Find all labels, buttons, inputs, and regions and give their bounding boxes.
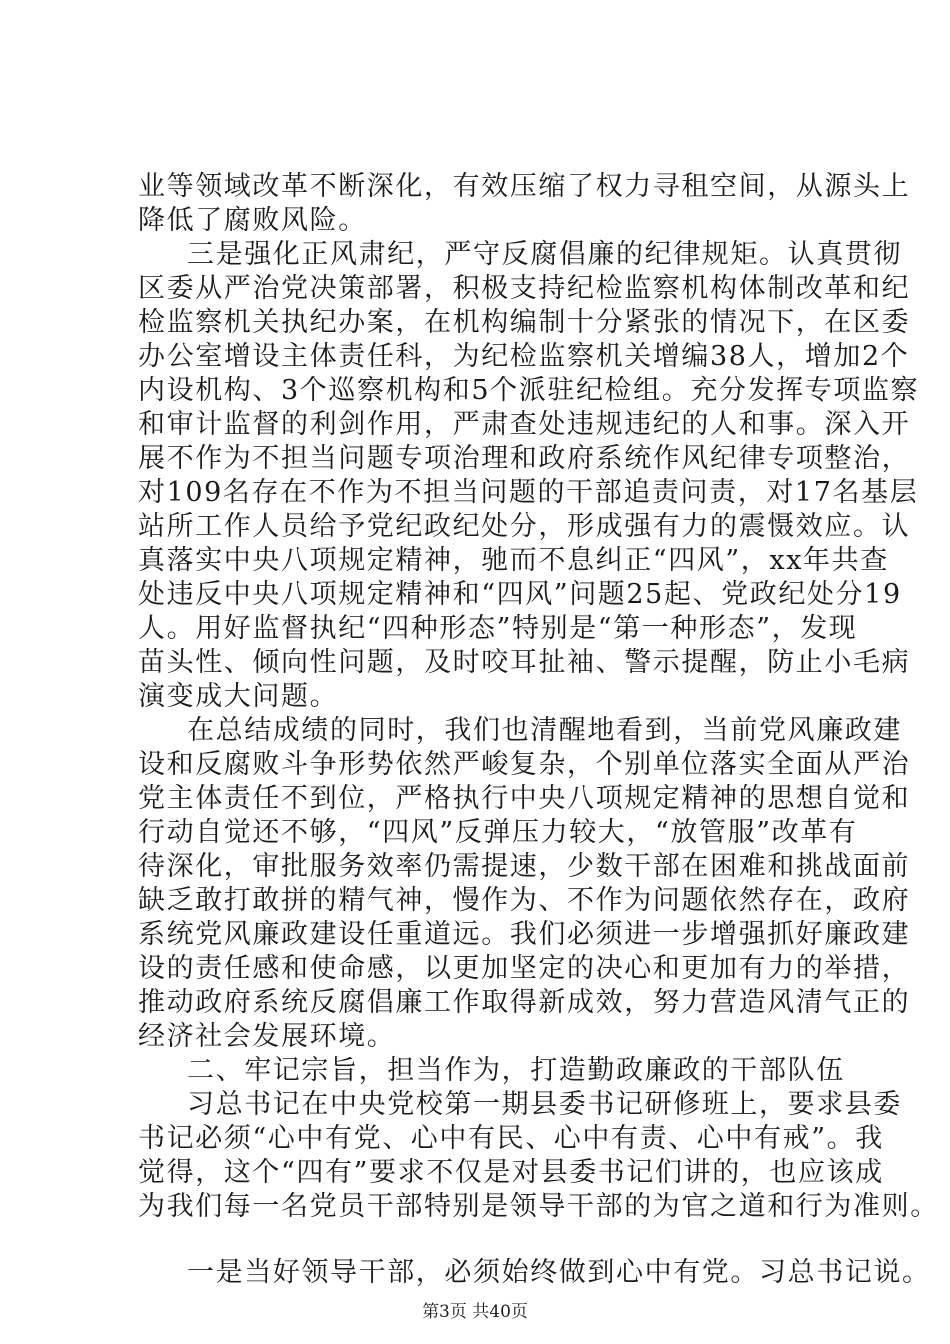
text-line: 设的责任感和使命感，以更加坚定的决心和更加有力的举措， [138,953,911,984]
text-line: 降低了腐败风险。 [138,205,367,236]
text-line: 办公室增设主体责任科，为纪检监察机关增编38人，增加2个 [138,341,910,372]
text-line: 业等领域改革不断深化，有效压缩了权力寻租空间，从源头上 [138,171,911,202]
text-line: 处违反中央八项规定精神和“四风”问题25起、党政纪处分19 [138,579,902,610]
text-line: 觉得，这个“四有”要求不仅是对县委书记们讲的，也应该成 [138,1157,884,1188]
text-line: 对109名存在不作为不担当问题的干部追责问责，对17名基层 [138,477,919,508]
text-line: 内设机构、3个巡察机构和5个派驻纪检组。充分发挥专项监察 [138,375,920,406]
paragraph-start-line: 在总结成绩的同时，我们也清醒地看到，当前党风廉政建 [187,715,902,746]
text-line: 设和反腐败斗争形势依然严峻复杂，个别单位落实全面从严治 [138,749,911,780]
text-line: 行动自觉还不够，“四风”反弹压力较大，“放管服”改革有 [138,817,858,848]
text-line: 人。用好监督执纪“四种形态”特别是“第一种形态”，发现 [138,613,858,644]
paragraph-start-line: 习总书记在中央党校第一期县委书记研修班上，要求县委 [187,1089,902,1120]
text-line: 为我们每一名党员干部特别是领导干部的为官之道和行为准则。 [138,1191,939,1222]
text-line: 党主体责任不到位，严格执行中央八项规定精神的思想自觉和 [138,783,911,814]
text-line: 推动政府系统反腐倡廉工作取得新成效，努力营造风清气正的 [138,987,911,1018]
text-line: 待深化，审批服务效率仍需提速，少数干部在困难和挑战面前 [138,851,911,882]
paragraph-start-line: 一是当好领导干部，必须始终做到心中有党。习总书记说。 [187,1257,931,1288]
text-line: 书记必须“心中有党、心中有民、心中有责、心中有戒”。我 [138,1123,884,1154]
paragraph-start-line: 三是强化正风肃纪，严守反腐倡廉的纪律规矩。认真贯彻 [187,239,902,270]
text-line: 站所工作人员给予党纪政纪处分，形成强有力的震慑效应。认 [138,511,911,542]
section-heading: 二、牢记宗旨，担当作为，打造勤政廉政的干部队伍 [187,1055,845,1086]
text-line: 检监察机关执纪办案，在机构编制十分紧张的情况下，在区委 [138,307,911,338]
text-line: 演变成大问题。 [138,681,339,712]
text-line: 苗头性、倾向性问题，及时咬耳扯袖、警示提醒，防止小毛病 [138,647,911,678]
page-number-footer: 第3页 共40页 [422,1302,528,1322]
text-line: 和审计监督的利剑作用，严肃查处违规违纪的人和事。深入开 [138,409,911,440]
text-line: 真落实中央八项规定精神，驰而不息纠正“四风”，xx年共查 [138,545,889,576]
text-line: 经济社会发展环境。 [138,1021,396,1052]
text-line: 展不作为不担当问题专项治理和政府系统作风纪律专项整治， [138,443,911,474]
text-line: 区委从严治党决策部署，积极支持纪检监察机构体制改革和纪 [138,273,911,304]
text-line: 系统党风廉政建设任重道远。我们必须进一步增强抓好廉政建 [138,919,911,950]
text-line: 缺乏敢打敢拼的精气神，慢作为、不作为问题依然存在，政府 [138,885,911,916]
